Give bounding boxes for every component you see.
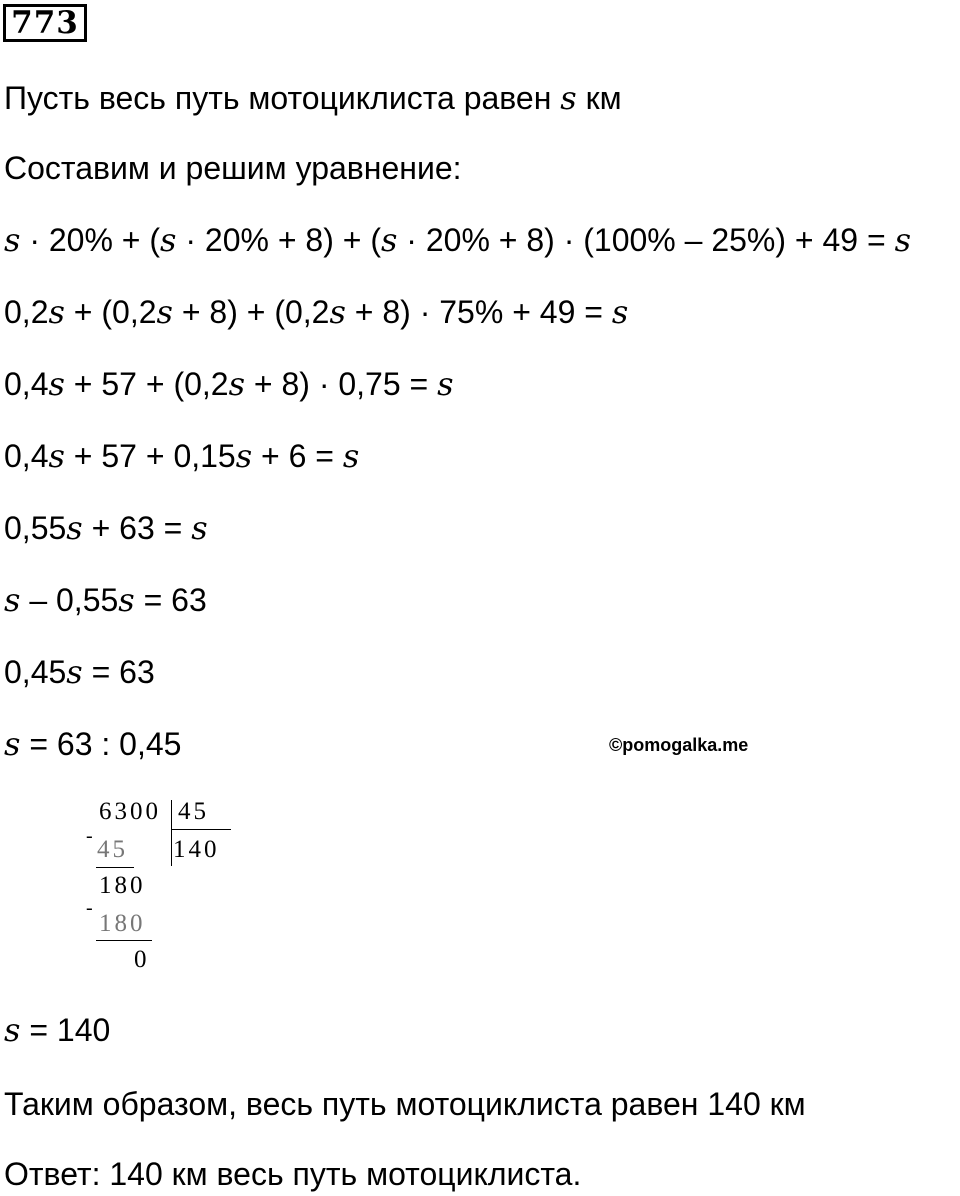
variable-s: s	[156, 293, 173, 331]
equation-text: 0,4	[4, 438, 49, 474]
subtrahend-2: 180	[99, 910, 146, 937]
variable-s: s	[228, 365, 245, 403]
answer: Ответ: 140 км весь путь мотоциклиста.	[4, 1156, 582, 1192]
minus-sign: -	[86, 825, 93, 847]
equation-line-4	[4, 434, 359, 478]
long-division	[84, 798, 254, 983]
variable-s: s	[437, 365, 454, 403]
variable-s: s	[118, 581, 135, 619]
final-remainder: 0	[134, 946, 150, 973]
variable-s: s	[329, 293, 346, 331]
equation-text: + (0,2	[64, 294, 157, 330]
equation-text: + 57 + (0,2	[64, 366, 229, 402]
equation-text: · 20% + 8) + (	[176, 222, 381, 258]
equation-line-1	[4, 218, 911, 262]
equation-text: · 20% + 8) · (100% – 25%) + 49 =	[397, 222, 895, 258]
result-line	[4, 1008, 110, 1052]
subtrahend-1: 45	[97, 836, 128, 863]
equation-text: – 0,55	[20, 582, 119, 618]
variable-s: s	[48, 293, 65, 331]
equation-text: + 8) · 0,75 =	[245, 366, 438, 402]
variable-s: s	[66, 653, 83, 691]
dividend: 6300	[99, 798, 161, 825]
equation-line-3	[4, 362, 454, 406]
equation-text: = 63 : 0,45	[20, 726, 182, 762]
equation-line-2	[4, 290, 628, 334]
variable-s: s	[611, 293, 629, 331]
underline-2	[96, 940, 152, 941]
variable-s: s	[4, 221, 21, 259]
variable-s: s	[342, 437, 360, 475]
equation-line-7	[4, 650, 155, 694]
equation-line-8	[4, 722, 181, 766]
variable-s: s	[235, 437, 253, 475]
equation-text: = 63	[82, 654, 155, 690]
underline-1	[96, 867, 134, 868]
variable-s: s	[4, 1011, 21, 1049]
equation-text: + 6 =	[252, 438, 343, 474]
equation-text: = 63	[134, 582, 207, 618]
variable-s: s	[894, 221, 911, 259]
intro-text: Пусть весь путь мотоциклиста равен	[4, 80, 561, 116]
equation-text: · 20% + (	[20, 222, 161, 258]
problem-number: 773	[3, 4, 87, 42]
variable-s: s	[48, 437, 65, 475]
variable-s: s	[560, 79, 577, 117]
intro-line	[4, 76, 622, 120]
equation-text: + 8) · 75% + 49 =	[345, 294, 612, 330]
equation-text: 0,4	[4, 366, 49, 402]
intro-unit: км	[576, 80, 622, 116]
watermark: ©pomogalka.me	[609, 735, 749, 755]
equation-text: 0,55	[4, 510, 67, 546]
variable-s: s	[380, 221, 398, 259]
divisor: 45	[178, 798, 209, 825]
variable-s: s	[4, 581, 21, 619]
division-vertical-bar	[171, 800, 172, 866]
equation-text: + 57 + 0,15	[64, 438, 236, 474]
conclusion: Таким образом, весь путь мотоциклиста равен 140 км	[4, 1086, 806, 1122]
variable-s: s	[48, 365, 65, 403]
minus-sign-2: -	[86, 897, 93, 919]
variable-s: s	[4, 725, 21, 763]
variable-s: s	[191, 509, 208, 547]
variable-s: s	[66, 509, 83, 547]
variable-s: s	[160, 221, 177, 259]
quotient-bar	[171, 829, 231, 830]
section-heading: Составим и решим уравнение:	[4, 150, 462, 186]
equation-line-5	[4, 506, 208, 550]
equation-text: + 63 =	[82, 510, 192, 546]
remainder-1: 180	[99, 872, 146, 899]
result-value: = 140	[20, 1012, 111, 1048]
equation-text: 0,2	[4, 294, 49, 330]
quotient: 140	[173, 836, 220, 863]
equation-text: + 8) + (0,2	[172, 294, 330, 330]
equation-line-6	[4, 578, 207, 622]
equation-text: 0,45	[4, 654, 67, 690]
